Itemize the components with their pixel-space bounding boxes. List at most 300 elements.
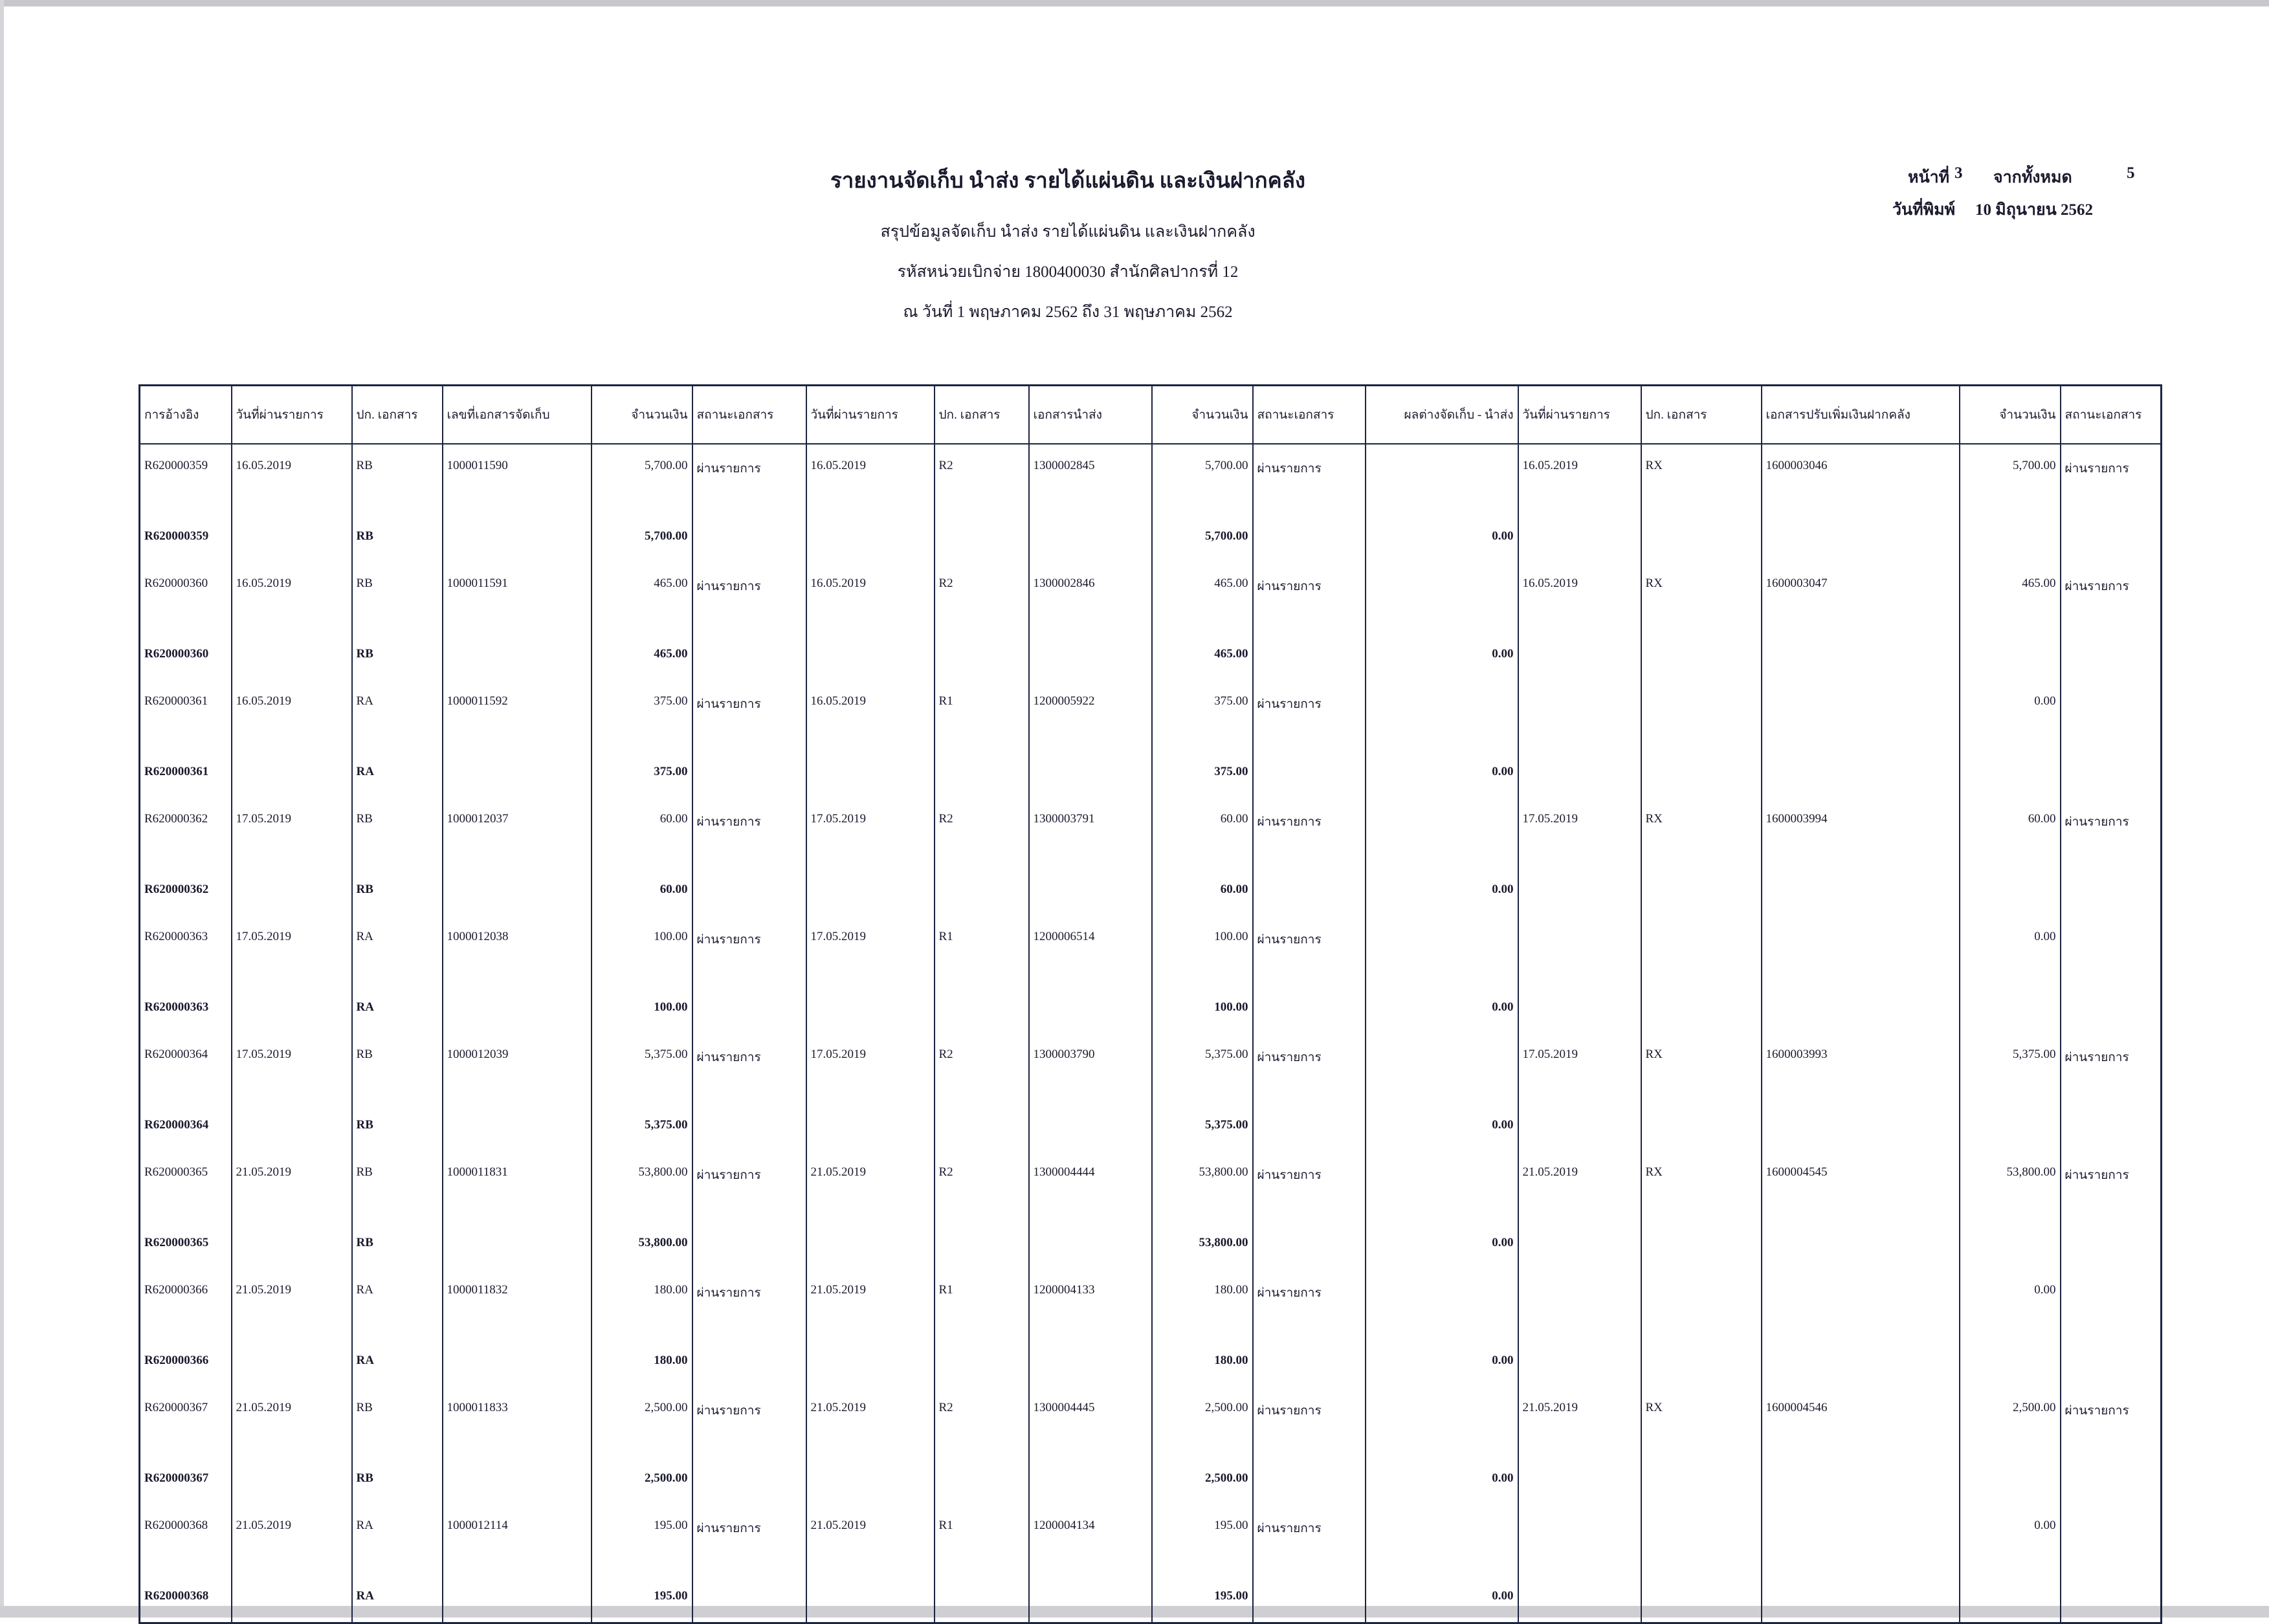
deposit-status-cell: ผ่านรายการ [2061,444,2162,510]
deposit-status-cell: ผ่านรายการ [2061,1387,2162,1453]
remit-type-cell: R1 [935,1504,1029,1570]
table-row [140,680,2162,746]
page-number: 3 [1954,164,1963,182]
remit-doc-cell: 1200006514 [1029,916,1152,982]
report-table [138,384,2162,1624]
deposit-doc-cell [1762,1335,1960,1387]
difference-cell [1366,1151,1518,1217]
collection-doc-cell [443,628,592,680]
collection-doc-cell: 1000012114 [443,1504,592,1570]
status-cell: ผ่านรายการ [692,1387,806,1453]
collection-doc-cell [443,510,592,562]
remit-amount-cell: 375.00 [1152,746,1253,798]
remit-date-cell [806,628,935,680]
deposit-date-cell [1518,1453,1641,1504]
deposit-status-cell [2061,680,2162,746]
deposit-date-cell [1518,864,1641,916]
status-cell: ผ่านรายการ [692,444,806,510]
print-date: 10 มิถุนายน 2562 [1975,201,2093,219]
deposit-date-cell: 16.05.2019 [1518,444,1641,510]
remit-status-cell: ผ่านรายการ [1253,444,1366,510]
status-cell [692,510,806,562]
deposit-status-cell [2061,1570,2162,1623]
deposit-date-cell [1518,746,1641,798]
ref-cell: R620000367 [140,1453,232,1504]
amount-cell: 2,500.00 [592,1387,692,1453]
ref-cell: R620000360 [140,628,232,680]
remit-type-cell: R2 [935,1033,1029,1099]
remit-status-cell: ผ่านรายการ [1253,1504,1366,1570]
ref-cell: R620000359 [140,444,232,510]
doc-type-cell: RA [352,1504,443,1570]
status-cell: ผ่านรายการ [692,1151,806,1217]
remit-amount-cell: 53,800.00 [1152,1151,1253,1217]
deposit-date-cell [1518,680,1641,746]
amount-cell: 180.00 [592,1335,692,1387]
remit-date-cell: 17.05.2019 [806,1033,935,1099]
deposit-amount-cell [1960,1453,2061,1504]
col-header-doc-type: ปก. เอกสาร [352,386,443,444]
status-cell [692,1217,806,1269]
collection-doc-cell: 1000011833 [443,1387,592,1453]
remit-amount-cell: 60.00 [1152,864,1253,916]
collection-doc-cell [443,746,592,798]
deposit-amount-cell [1960,1217,2061,1269]
doc-type-cell: RA [352,1269,443,1335]
remit-date-cell [806,982,935,1033]
deposit-type-cell: RX [1641,444,1762,510]
status-cell [692,864,806,916]
doc-type-cell: RB [352,1099,443,1151]
post-date-cell: 17.05.2019 [232,1033,352,1099]
table-row-subtotal [140,1099,2162,1151]
remit-date-cell [806,1453,935,1504]
remit-status-cell [1253,1099,1366,1151]
report-title: รายงานจัดเก็บ นำส่ง รายได้แผ่นดิน และเงินฝากคลัง [830,170,1306,193]
deposit-doc-cell: 1600003993 [1762,1033,1960,1099]
remit-date-cell: 21.05.2019 [806,1269,935,1335]
remit-doc-cell [1029,510,1152,562]
post-date-cell: 17.05.2019 [232,798,352,864]
col-header-deposit-date: วันที่ผ่านรายการ [1518,386,1641,444]
deposit-doc-cell [1762,916,1960,982]
post-date-cell [232,628,352,680]
table-body [140,444,2162,1623]
col-header-deposit-amount: จำนวนเงิน [1960,386,2061,444]
deposit-type-cell: RX [1641,1033,1762,1099]
remit-doc-cell: 1300004445 [1029,1387,1152,1453]
doc-type-cell: RA [352,1335,443,1387]
deposit-amount-cell [1960,746,2061,798]
report-period: ณ วันที่ 1 พฤษภาคม 2562 ถึง 31 พฤษภาคม 2562 [903,303,1233,321]
difference-cell: 0.00 [1366,628,1518,680]
remit-status-cell: ผ่านรายการ [1253,562,1366,628]
deposit-amount-cell: 0.00 [1960,1269,2061,1335]
remit-doc-cell: 1300003791 [1029,798,1152,864]
remit-doc-cell [1029,1453,1152,1504]
difference-cell [1366,1504,1518,1570]
deposit-doc-cell [1762,510,1960,562]
amount-cell: 5,700.00 [592,444,692,510]
remit-doc-cell: 1200005922 [1029,680,1152,746]
col-header-deposit-doc: เอกสารปรับเพิ่มเงินฝากคลัง [1762,386,1960,444]
remit-type-cell: R2 [935,798,1029,864]
deposit-status-cell [2061,510,2162,562]
deposit-amount-cell: 0.00 [1960,680,2061,746]
difference-cell [1366,680,1518,746]
difference-cell [1366,1033,1518,1099]
doc-type-cell: RB [352,1387,443,1453]
remit-amount-cell: 180.00 [1152,1335,1253,1387]
table-row [140,916,2162,982]
remit-doc-cell [1029,982,1152,1033]
remit-type-cell [935,746,1029,798]
deposit-status-cell [2061,1269,2162,1335]
difference-cell: 0.00 [1366,746,1518,798]
remit-amount-cell: 465.00 [1152,562,1253,628]
deposit-status-cell [2061,982,2162,1033]
remit-status-cell: ผ่านรายการ [1253,680,1366,746]
deposit-status-cell [2061,916,2162,982]
deposit-amount-cell [1960,982,2061,1033]
ref-cell: R620000361 [140,680,232,746]
doc-type-cell: RB [352,1151,443,1217]
difference-cell [1366,444,1518,510]
deposit-doc-cell: 1600004545 [1762,1151,1960,1217]
deposit-date-cell: 21.05.2019 [1518,1151,1641,1217]
deposit-date-cell [1518,510,1641,562]
deposit-doc-cell [1762,1570,1960,1623]
remit-type-cell [935,1453,1029,1504]
deposit-doc-cell [1762,628,1960,680]
ref-cell: R620000359 [140,510,232,562]
collection-doc-cell: 1000011831 [443,1151,592,1217]
deposit-amount-cell [1960,1570,2061,1623]
doc-type-cell: RA [352,680,443,746]
col-header-post-date: วันที่ผ่านรายการ [232,386,352,444]
deposit-type-cell [1641,746,1762,798]
remit-type-cell: R1 [935,1269,1029,1335]
deposit-amount-cell: 53,800.00 [1960,1151,2061,1217]
collection-doc-cell [443,1453,592,1504]
deposit-doc-cell: 1600003046 [1762,444,1960,510]
collection-doc-cell [443,1570,592,1623]
ref-cell: R620000361 [140,746,232,798]
deposit-date-cell [1518,1269,1641,1335]
amount-cell: 465.00 [592,562,692,628]
deposit-amount-cell [1960,1335,2061,1387]
remit-type-cell: R2 [935,444,1029,510]
table-row-subtotal [140,1217,2162,1269]
remit-doc-cell [1029,864,1152,916]
deposit-status-cell [2061,1453,2162,1504]
col-header-collection-doc: เลขที่เอกสารจัดเก็บ [443,386,592,444]
deposit-date-cell [1518,1570,1641,1623]
remit-amount-cell: 60.00 [1152,798,1253,864]
deposit-date-cell: 17.05.2019 [1518,1033,1641,1099]
remit-amount-cell: 195.00 [1152,1570,1253,1623]
amount-cell: 5,375.00 [592,1033,692,1099]
remit-amount-cell: 5,375.00 [1152,1099,1253,1151]
remit-amount-cell: 195.00 [1152,1504,1253,1570]
deposit-amount-cell [1960,1099,2061,1151]
remit-doc-cell: 1300004444 [1029,1151,1152,1217]
deposit-amount-cell: 60.00 [1960,798,2061,864]
deposit-type-cell [1641,510,1762,562]
collection-doc-cell: 1000012038 [443,916,592,982]
collection-doc-cell [443,1099,592,1151]
ref-cell: R620000368 [140,1504,232,1570]
remit-doc-cell [1029,628,1152,680]
doc-type-cell: RB [352,1453,443,1504]
collection-doc-cell [443,864,592,916]
doc-type-cell: RA [352,982,443,1033]
ref-cell: R620000363 [140,916,232,982]
page-of-label: จากทั้งหมด [1993,169,2072,186]
deposit-doc-cell: 1600003047 [1762,562,1960,628]
ref-cell: R620000363 [140,982,232,1033]
post-date-cell [232,982,352,1033]
page-total: 5 [2127,164,2135,182]
ref-cell: R620000364 [140,1033,232,1099]
remit-date-cell: 17.05.2019 [806,916,935,982]
deposit-type-cell [1641,1570,1762,1623]
deposit-amount-cell: 2,500.00 [1960,1387,2061,1453]
deposit-type-cell [1641,916,1762,982]
ref-cell: R620000365 [140,1217,232,1269]
remit-type-cell [935,1335,1029,1387]
table-row-subtotal [140,1570,2162,1623]
remit-doc-cell: 1300002846 [1029,562,1152,628]
remit-date-cell [806,1099,935,1151]
status-cell [692,1099,806,1151]
deposit-doc-cell [1762,1269,1960,1335]
remit-type-cell [935,628,1029,680]
deposit-status-cell [2061,1099,2162,1151]
remit-amount-cell: 53,800.00 [1152,1217,1253,1269]
remit-type-cell: R1 [935,680,1029,746]
doc-type-cell: RB [352,1217,443,1269]
status-cell: ผ่านรายการ [692,916,806,982]
amount-cell: 465.00 [592,628,692,680]
ref-cell: R620000366 [140,1269,232,1335]
amount-cell: 180.00 [592,1269,692,1335]
post-date-cell: 16.05.2019 [232,444,352,510]
deposit-doc-cell: 1600003994 [1762,798,1960,864]
difference-cell: 0.00 [1366,864,1518,916]
scan-edge-left [0,0,4,1618]
remit-status-cell: ผ่านรายการ [1253,1269,1366,1335]
remit-date-cell [806,864,935,916]
remit-amount-cell: 375.00 [1152,680,1253,746]
post-date-cell: 17.05.2019 [232,916,352,982]
deposit-type-cell [1641,1099,1762,1151]
remit-amount-cell: 180.00 [1152,1269,1253,1335]
deposit-status-cell: ผ่านรายการ [2061,562,2162,628]
amount-cell: 5,375.00 [592,1099,692,1151]
amount-cell: 100.00 [592,916,692,982]
ref-cell: R620000366 [140,1335,232,1387]
deposit-date-cell [1518,1335,1641,1387]
col-header-deposit-status: สถานะเอกสาร [2061,386,2162,444]
deposit-date-cell [1518,982,1641,1033]
deposit-date-cell [1518,916,1641,982]
deposit-type-cell [1641,1504,1762,1570]
difference-cell: 0.00 [1366,1453,1518,1504]
doc-type-cell: RB [352,510,443,562]
status-cell [692,1570,806,1623]
remit-doc-cell [1029,746,1152,798]
remit-date-cell [806,1217,935,1269]
collection-doc-cell: 1000011832 [443,1269,592,1335]
amount-cell: 100.00 [592,982,692,1033]
remit-date-cell: 17.05.2019 [806,798,935,864]
amount-cell: 375.00 [592,680,692,746]
post-date-cell: 16.05.2019 [232,680,352,746]
deposit-date-cell [1518,1099,1641,1151]
remit-doc-cell [1029,1099,1152,1151]
post-date-cell: 21.05.2019 [232,1387,352,1453]
remit-amount-cell: 100.00 [1152,982,1253,1033]
remit-amount-cell: 100.00 [1152,916,1253,982]
difference-cell [1366,562,1518,628]
doc-type-cell: RB [352,1033,443,1099]
deposit-doc-cell: 1600004546 [1762,1387,1960,1453]
table-row [140,1151,2162,1217]
doc-type-cell: RB [352,444,443,510]
remit-type-cell: R1 [935,916,1029,982]
deposit-doc-cell [1762,680,1960,746]
remit-amount-cell: 2,500.00 [1152,1387,1253,1453]
deposit-status-cell [2061,864,2162,916]
deposit-doc-cell [1762,1217,1960,1269]
deposit-date-cell [1518,1504,1641,1570]
post-date-cell [232,1570,352,1623]
deposit-type-cell [1641,680,1762,746]
deposit-doc-cell [1762,1099,1960,1151]
deposit-doc-cell [1762,1504,1960,1570]
table-row [140,1387,2162,1453]
deposit-doc-cell [1762,1453,1960,1504]
report-agency: รหัสหน่วยเบิกจ่าย 1800400030 สำนักศิลปากรที่ 12 [897,263,1239,281]
deposit-status-cell: ผ่านรายการ [2061,798,2162,864]
remit-type-cell: R2 [935,1151,1029,1217]
status-cell [692,1453,806,1504]
amount-cell: 53,800.00 [592,1217,692,1269]
ref-cell: R620000362 [140,864,232,916]
remit-date-cell [806,746,935,798]
remit-type-cell [935,864,1029,916]
difference-cell [1366,1269,1518,1335]
deposit-type-cell: RX [1641,562,1762,628]
difference-cell [1366,1387,1518,1453]
amount-cell: 195.00 [592,1504,692,1570]
col-header-remit-amount: จำนวนเงิน [1152,386,1253,444]
status-cell [692,746,806,798]
remit-type-cell [935,1099,1029,1151]
remit-date-cell: 16.05.2019 [806,680,935,746]
remit-type-cell [935,982,1029,1033]
remit-date-cell [806,1570,935,1623]
deposit-type-cell [1641,864,1762,916]
remit-doc-cell: 1200004133 [1029,1269,1152,1335]
difference-cell: 0.00 [1366,1217,1518,1269]
remit-status-cell [1253,628,1366,680]
post-date-cell: 21.05.2019 [232,1504,352,1570]
remit-date-cell: 21.05.2019 [806,1504,935,1570]
remit-amount-cell: 5,700.00 [1152,444,1253,510]
remit-status-cell [1253,1217,1366,1269]
col-header-status: สถานะเอกสาร [692,386,806,444]
difference-cell: 0.00 [1366,1099,1518,1151]
remit-doc-cell [1029,1570,1152,1623]
remit-doc-cell: 1300003790 [1029,1033,1152,1099]
collection-doc-cell [443,1217,592,1269]
deposit-type-cell: RX [1641,798,1762,864]
deposit-type-cell [1641,1217,1762,1269]
amount-cell: 2,500.00 [592,1453,692,1504]
remit-status-cell [1253,1570,1366,1623]
collection-doc-cell: 1000012039 [443,1033,592,1099]
remit-amount-cell: 465.00 [1152,628,1253,680]
collection-doc-cell: 1000012037 [443,798,592,864]
remit-status-cell [1253,864,1366,916]
remit-status-cell [1253,746,1366,798]
amount-cell: 195.00 [592,1570,692,1623]
remit-date-cell [806,510,935,562]
col-header-remit-doc: เอกสารนำส่ง [1029,386,1152,444]
status-cell: ผ่านรายการ [692,1033,806,1099]
deposit-date-cell: 17.05.2019 [1518,798,1641,864]
table-row [140,798,2162,864]
remit-amount-cell: 5,700.00 [1152,510,1253,562]
deposit-date-cell: 16.05.2019 [1518,562,1641,628]
remit-type-cell [935,510,1029,562]
table-row [140,444,2162,510]
deposit-type-cell: RX [1641,1151,1762,1217]
deposit-amount-cell: 5,375.00 [1960,1033,2061,1099]
status-cell [692,1335,806,1387]
report-subtitle: สรุปข้อมูลจัดเก็บ นำส่ง รายได้แผ่นดิน และเงินฝากคลัง [880,223,1256,241]
deposit-amount-cell: 0.00 [1960,1504,2061,1570]
remit-date-cell: 16.05.2019 [806,562,935,628]
remit-date-cell: 21.05.2019 [806,1151,935,1217]
deposit-type-cell [1641,628,1762,680]
doc-type-cell: RA [352,1570,443,1623]
post-date-cell [232,864,352,916]
ref-cell: R620000362 [140,798,232,864]
remit-status-cell: ผ่านรายการ [1253,916,1366,982]
table-row [140,562,2162,628]
collection-doc-cell [443,982,592,1033]
collection-doc-cell: 1000011591 [443,562,592,628]
remit-doc-cell [1029,1217,1152,1269]
status-cell: ผ่านรายการ [692,680,806,746]
deposit-status-cell [2061,1335,2162,1387]
ref-cell: R620000364 [140,1099,232,1151]
post-date-cell: 16.05.2019 [232,562,352,628]
remit-status-cell [1253,510,1366,562]
remit-status-cell [1253,1335,1366,1387]
difference-cell [1366,798,1518,864]
deposit-amount-cell: 0.00 [1960,916,2061,982]
deposit-status-cell: ผ่านรายการ [2061,1033,2162,1099]
table-row-subtotal [140,864,2162,916]
amount-cell: 53,800.00 [592,1151,692,1217]
ref-cell: R620000367 [140,1387,232,1453]
table-row [140,1504,2162,1570]
doc-type-cell: RB [352,562,443,628]
